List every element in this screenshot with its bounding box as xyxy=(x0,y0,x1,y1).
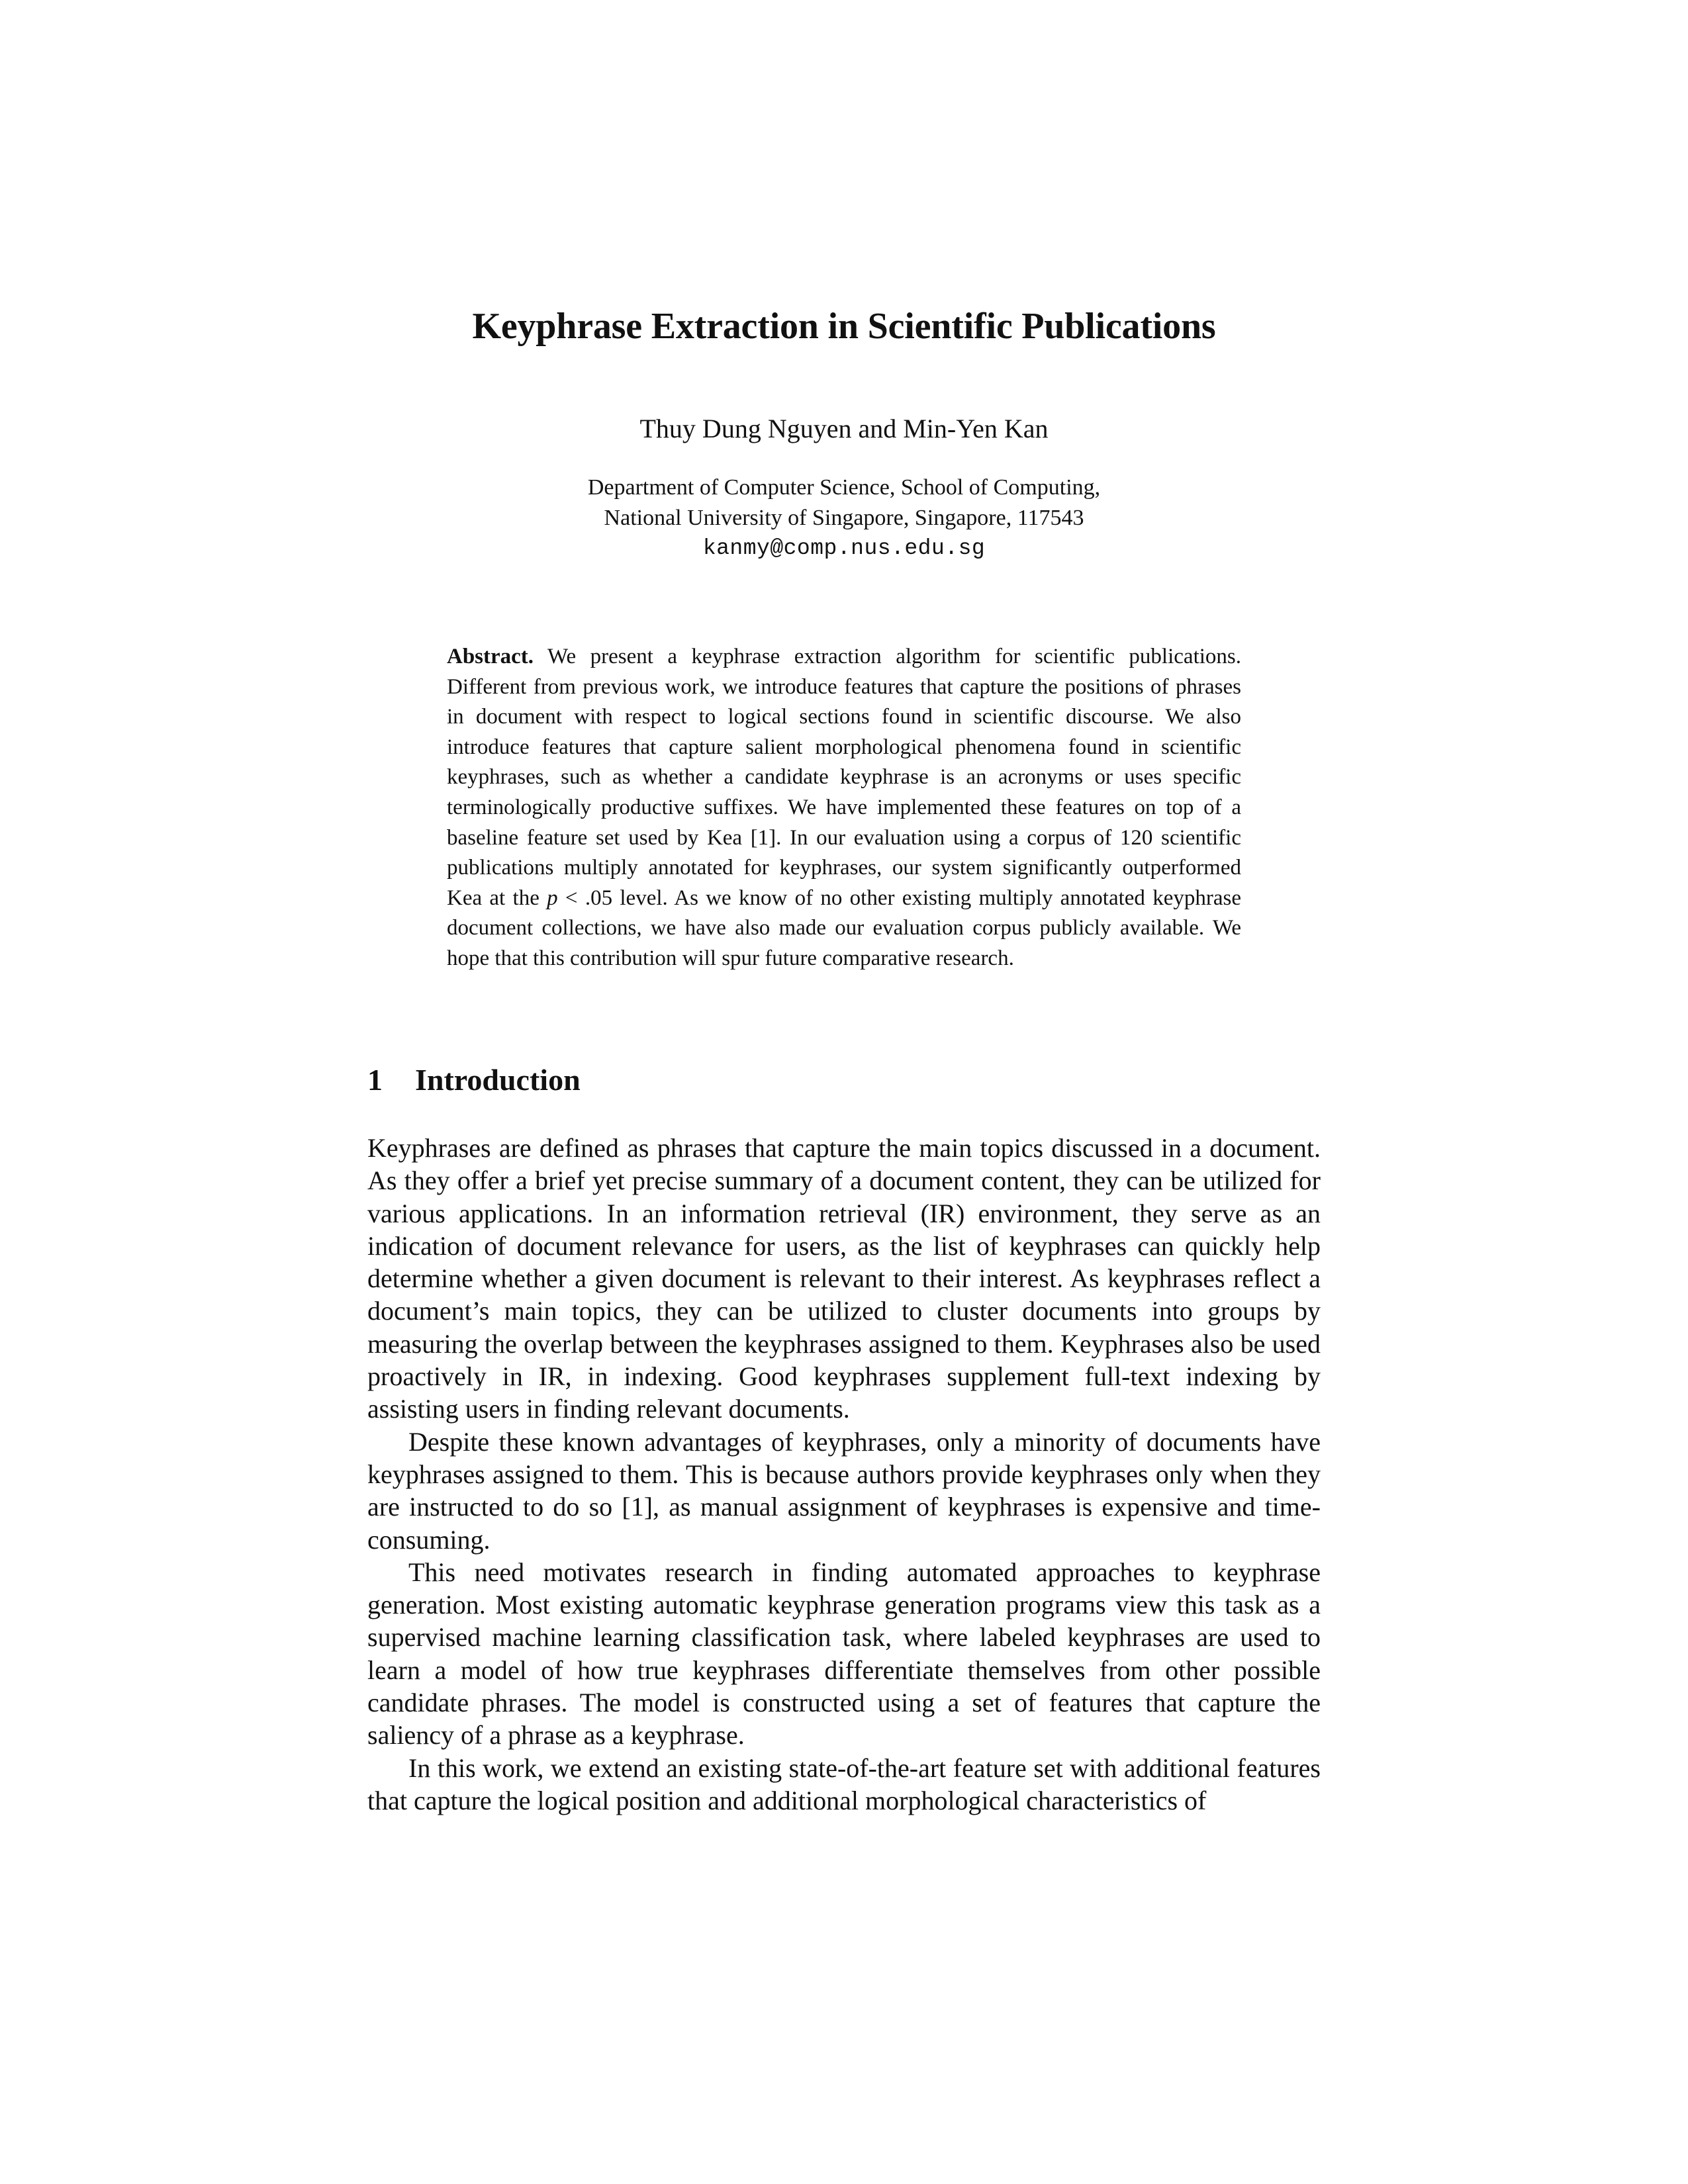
affiliation-block xyxy=(371,473,1317,564)
abstract-text-part-1: We present a keyphrase extraction algorithm for scientific publications. Different from previous work, we introduce features that capture the positions of phrases in document with respect to logical sections found in scientific discourse. We also introduce features that capture salient morphological phenomena found in scientific keyphrases, such as whether a candidate keyphrase is an acronyms or uses specific terminologically productive suffixes. We have implemented these features on top of a baseline feature set used by Kea [1]. In our evaluation using a corpus of 120 scientific publications multiply annotated for keyphrases, our system significantly outperformed Kea at the xyxy=(447,645,1241,910)
abstract-math-relation: < .05 xyxy=(557,886,613,910)
paragraph: In this work, we extend an existing state-of-the-art feature set with additional features that capture the logical position and additional morphological characteristics of xyxy=(367,1752,1321,1815)
paragraph: Keyphrases are defined as phrases that capture the main topics discussed in a document. As they offer a brief yet precise summary of a document content, they can be utilized for various applications. In an information retrieval (IR) environment, they serve as an indication of document relevance for users, as the list of keyphrases can quickly help determine whether a given document is relevant to their interest. As keyphrases reflect a document’s main topics, they can be utilized to cluster documents into groups by measuring the overlap between the keyphrases assigned to them. Keyphrases also be used proactively in IR, in indexing. Good keyphrases supplement full-text indexing by assisting users in finding relevant documents. xyxy=(367,1133,1321,1424)
author-email: kanmy@comp.nus.edu.sg xyxy=(702,536,986,561)
section-title: Introduction xyxy=(415,1063,581,1097)
paragraph: Despite these known advantages of keyphrases, only a minority of documents have keyphrases assigned to them. This is because authors provide keyphrases only when they are instructed to do so [1], as manual assignment of keyphrases is expensive and time-consuming. xyxy=(367,1426,1321,1555)
paper-title: Keyphrase Extraction in Scientific Publications xyxy=(472,306,1216,347)
section-number: 1 xyxy=(367,1063,383,1097)
introduction-body xyxy=(367,1132,1321,1817)
paper-authors: Thuy Dung Nguyen and Min-Yen Kan xyxy=(639,414,1049,443)
paragraph: This need motivates research in finding automated approaches to keyphrase generation. Most existing automatic keyphrase generation programs view this task as a supervised machine learning classification task, where labeled keyphrases are used to learn a model of how true keyphrases differentiate themselves from other possible candidate phrases. The model is constructed using a set of features that capture the saliency of a phrase as a keyphrase. xyxy=(367,1557,1321,1751)
section-heading xyxy=(367,1060,581,1100)
abstract-label: Abstract. xyxy=(447,645,534,668)
abstract xyxy=(447,642,1241,974)
abstract-math-variable: p xyxy=(547,886,558,910)
affiliation-line-1: Department of Computer Science, School of Computing, xyxy=(587,475,1101,500)
affiliation-line-2: National University of Singapore, Singapore, 117543 xyxy=(604,506,1084,530)
abstract-text-part-2: level. As we know of no other existing multiply annotated keyphrase document collections, we have also made our evaluation corpus publicly available. We hope that this contribution will spur future comparative research. xyxy=(447,886,1241,970)
